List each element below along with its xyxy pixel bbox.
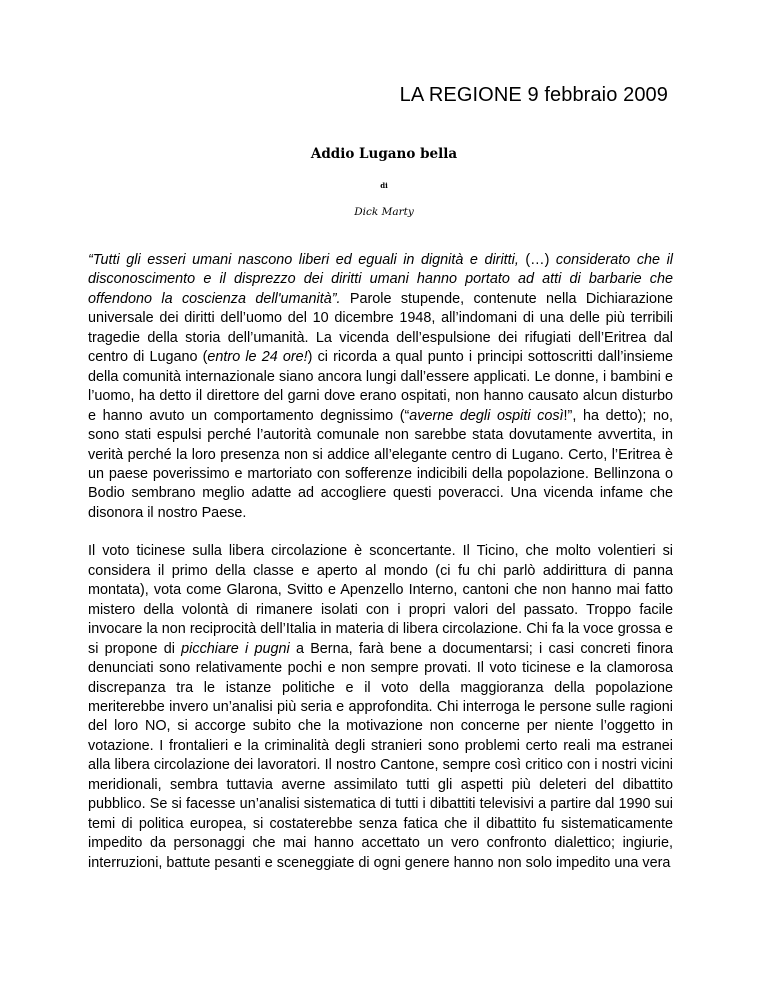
text-segment: a Berna, farà bene a documentarsi; i casi concreti finora denunciati sono relativamente pochi e non sempre provati. Il voto ticinese e la clamorosa discrepanza tra le istanze politiche e il voto della maggioranza della popolazione meriterebbe invero un’analisi più seria e approfondita. Chi interroga le persone sulle ragioni del loro NO, si accorge subito che la motivazione non concerne per niente l’oggetto in votazione. I frontalieri e la criminalità degli stranieri sono problemi certo reali ma estranei alla libera circolazione dei lavoratori. Il nostro Cantone, sempre così critico con i nostri vicini meridionali, sembra tuttavia averne assimilato tutti gli aspetti più deleteri del dibattito pubblico. Se si facesse un’analisi sistematica di tutti i dibattiti televisivi a partire dal 1990 sui temi di politica europea, si costaterebbe senza fatica che il dibattito fu sistematicamente impedito da personaggi che mai hanno accettato un vero confronto dialettico; ingiurie, interruzioni, battute pesanti e sceneggiate di ogni genere hanno non solo impedito una vera [88, 640, 673, 871]
emphasis-text: entro le 24 ore! [207, 349, 308, 366]
quote-ellipsis: (…) [518, 252, 556, 268]
article-title: Addio Lugano bella [310, 146, 458, 162]
paragraph-1 [88, 251, 673, 523]
article-body [88, 251, 673, 873]
text-segment: Il voto ticinese sulla libera circolazione è sconcertante. Il Ticino, che molto volentieri si considera il primo della classe e aperto al mondo (ci fu chi parlò addirittura di panna montata), vota come Glarona, Svitto e Apenzello Interno, cantoni che non hanno mai fatto mistero della volontà di rimanere isolati con i propri valori del passato. Troppo facile invocare la non reciprocità dell’Italia in materia di libera circolazione. Chi fa la voce grossa e si propone di [88, 543, 673, 657]
emphasis-text: picchiare i pugni [181, 640, 290, 657]
text-segment: !”, ha detto); no, sono stati espulsi perché l’autorità comunale non sarebbe stata dovutamente avvertita, in verità perché la loro presenza non si addice all’elegante centro di Lugano. Certo, l’Eritrea è un paese poverissimo e martoriato con sofferenze indicibili della popolazione. Bellinzona o Bodio sembrano meglio adatte ad accogliere questi poveracci. Una vicenda infame che disonora il nostro Paese. [88, 407, 673, 521]
quote-part-2: considerato che il disconoscimento e il disprezzo dei diritti umani hanno portato ad atti di barbarie che offendono la coscienza dell'umanità”. [88, 252, 673, 307]
emphasis-text: averne degli ospiti così [409, 407, 564, 424]
author-name: Dick Marty [354, 206, 414, 218]
byline-prefix: di [380, 181, 388, 190]
paragraph-2 [88, 542, 673, 873]
text-segment: ) ci ricorda a qual punto i principi sottoscritti dall’insieme della comunità internazionale siano ancora lungi dall’essere applicati. Le donne, i bambini e l’uomo, ha detto il direttore del garni dove erano ospitati, non hanno causato alcun disturbo e hanno avuto un comportamento degnissimo (“ [88, 349, 673, 424]
text-segment: Parole stupende, contenute nella Dichiarazione universale dei diritti dell’uomo del 10 dicembre 1948, all’indomani di una delle più terribili tragedie della storia dell’umanità. La vicenda dell’espulsione dei rifugiati dell’Eritrea dal centro di Lugano ( [88, 290, 674, 366]
quote-part-1: “Tutti gli esseri umani nascono liberi ed eguali in dignità e diritti, [88, 252, 519, 268]
newspaper-date-header: LA REGIONE 9 febbraio 2009 [399, 84, 668, 106]
